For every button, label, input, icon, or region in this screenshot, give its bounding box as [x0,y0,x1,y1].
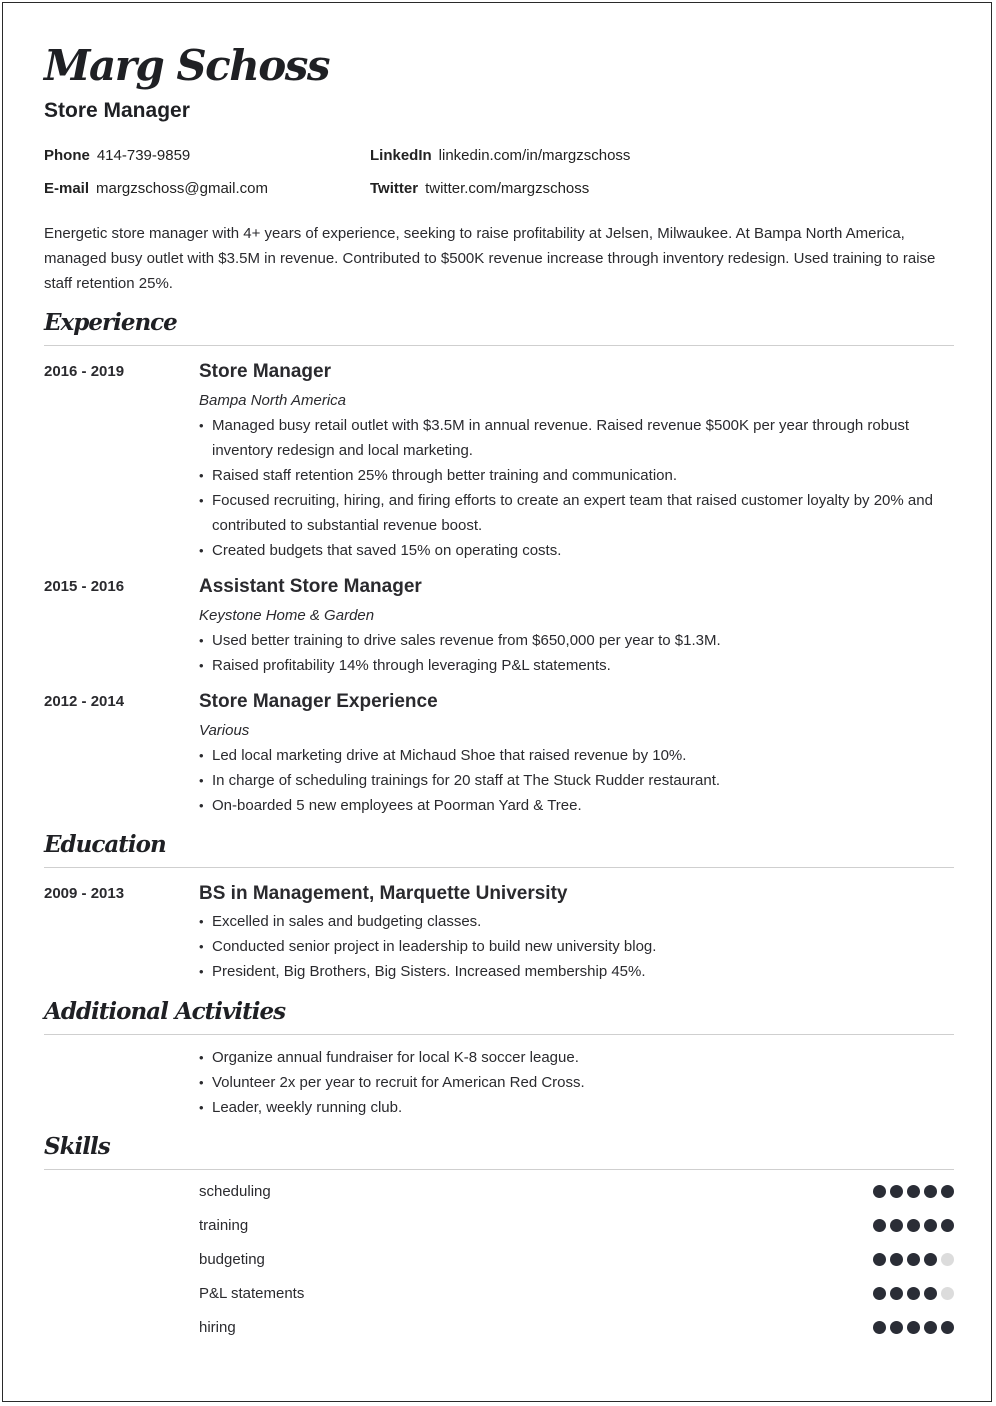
bullet-list [199,413,944,563]
skills-divider [44,1169,954,1170]
experience-heading: Experience [44,309,177,336]
rating-dot-filled [873,1253,886,1266]
bullet-list [199,909,944,984]
contact-phone [44,147,190,164]
contact-twitter [370,180,589,197]
bullet-list [199,743,944,818]
candidate-role: Store Manager [44,99,190,122]
email-label: E-mail [44,180,90,197]
entry-dates: 2009 - 2013 [44,885,125,902]
phone-label: Phone [44,147,90,164]
job-title: Assistant Store Manager [199,576,422,597]
activities-divider [44,1034,954,1035]
skill-row [199,1251,954,1271]
candidate-name: Marg Schoss [44,41,330,90]
rating-dot-filled [924,1321,937,1334]
linkedin-label: LinkedIn [370,147,432,164]
bullet-list [199,1045,944,1120]
education-divider [44,867,954,868]
company-name: Bampa North America [199,392,346,409]
rating-dot-filled [907,1287,920,1300]
skill-rating [873,1321,954,1334]
skill-name: budgeting [199,1251,265,1268]
list-item: • President, Big Brothers, Big Sisters. Increased membership 45%. [199,959,944,984]
phone-value: 414-739-9859 [96,147,191,164]
skill-name: training [199,1217,249,1234]
skill-name: hiring [199,1319,236,1336]
education-heading: Education [44,831,166,858]
company-name: Various [199,722,250,739]
entry-body [199,1045,944,1120]
entry-dates: 2015 - 2016 [44,578,125,595]
job-title: Store Manager Experience [199,691,438,712]
list-item: • Used better training to drive sales revenue from $650,000 per year to $1.3M. [199,628,944,653]
skill-name: scheduling [199,1183,271,1200]
rating-dot-filled [890,1321,903,1334]
list-item: • On-boarded 5 new employees at Poorman Yard & Tree. [199,793,944,818]
rating-dot-filled [873,1185,886,1198]
summary-paragraph: Energetic store manager with 4+ years of experience, seeking to raise profitability at Jelsen, Milwaukee. At Bampa North America, managed busy outlet with $3.5M in revenue. Contributed to $500K revenue increase through inventory redesign. Used training to raise staff retention 25%. [44,225,936,292]
skill-row [199,1217,954,1237]
list-item: • In charge of scheduling trainings for 20 staff at The Stuck Rudder restaurant. [199,768,944,793]
rating-dot-filled [907,1185,920,1198]
rating-dot-filled [890,1185,903,1198]
entry-body [199,575,944,678]
skills-heading: Skills [44,1133,110,1160]
rating-dot-filled [924,1185,937,1198]
list-item: • Focused recruiting, hiring, and firing efforts to create an expert team that raised customer loyalty by 20% and contributed to substantial revenue boost. [199,488,944,538]
email-value: margzschoss@gmail.com [96,180,268,197]
list-item: • Raised staff retention 25% through better training and communication. [199,463,944,488]
rating-dot-filled [907,1321,920,1334]
job-title: Store Manager [199,361,331,382]
skill-rating [873,1219,954,1232]
skill-rating [873,1253,954,1266]
rating-dot-filled [941,1321,954,1334]
rating-dot-filled [924,1253,937,1266]
list-item: • Led local marketing drive at Michaud Shoe that raised revenue by 10%. [199,743,944,768]
rating-dot-filled [941,1219,954,1232]
resume-page [2,2,992,1402]
linkedin-value: linkedin.com/in/margzschoss [438,147,631,164]
entry-body [199,690,944,818]
skill-row [199,1183,954,1203]
rating-dot-filled [890,1253,903,1266]
skill-name: P&L statements [199,1285,305,1302]
list-item: • Created budgets that saved 15% on operating costs. [199,538,944,563]
entry-body [199,360,944,563]
list-item: • Leader, weekly running club. [199,1095,944,1120]
contact-email [44,180,268,197]
skill-row [199,1285,954,1305]
rating-dot-filled [924,1219,937,1232]
rating-dot-filled [873,1219,886,1232]
entry-body [199,882,944,984]
rating-dot-filled [890,1219,903,1232]
rating-dot-filled [890,1287,903,1300]
degree-title: BS in Management, Marquette University [199,883,568,904]
list-item: • Organize annual fundraiser for local K-8 soccer league. [199,1045,944,1070]
rating-dot-filled [907,1219,920,1232]
list-item: • Raised profitability 14% through leveraging P&L statements. [199,653,944,678]
rating-dot-empty [941,1287,954,1300]
experience-divider [44,345,954,346]
company-name: Keystone Home & Garden [199,607,375,624]
twitter-label: Twitter [370,180,419,197]
rating-dot-filled [873,1287,886,1300]
skill-rating [873,1287,954,1300]
rating-dot-filled [941,1185,954,1198]
list-item: • Volunteer 2x per year to recruit for American Red Cross. [199,1070,944,1095]
rating-dot-filled [907,1253,920,1266]
contact-linkedin [370,147,630,164]
rating-dot-filled [873,1321,886,1334]
rating-dot-filled [924,1287,937,1300]
activities-heading: Additional Activities [44,998,286,1025]
skill-rating [873,1185,954,1198]
skill-row [199,1319,954,1339]
rating-dot-empty [941,1253,954,1266]
entry-dates: 2016 - 2019 [44,363,125,380]
list-item: • Conducted senior project in leadership to build new university blog. [199,934,944,959]
entry-dates: 2012 - 2014 [44,693,125,710]
list-item: • Excelled in sales and budgeting classes. [199,909,944,934]
list-item: • Managed busy retail outlet with $3.5M in annual revenue. Raised revenue $500K per year through robust inventory redesign and local marketing. [199,413,944,463]
twitter-value: twitter.com/margzschoss [425,180,590,197]
bullet-list [199,628,944,678]
